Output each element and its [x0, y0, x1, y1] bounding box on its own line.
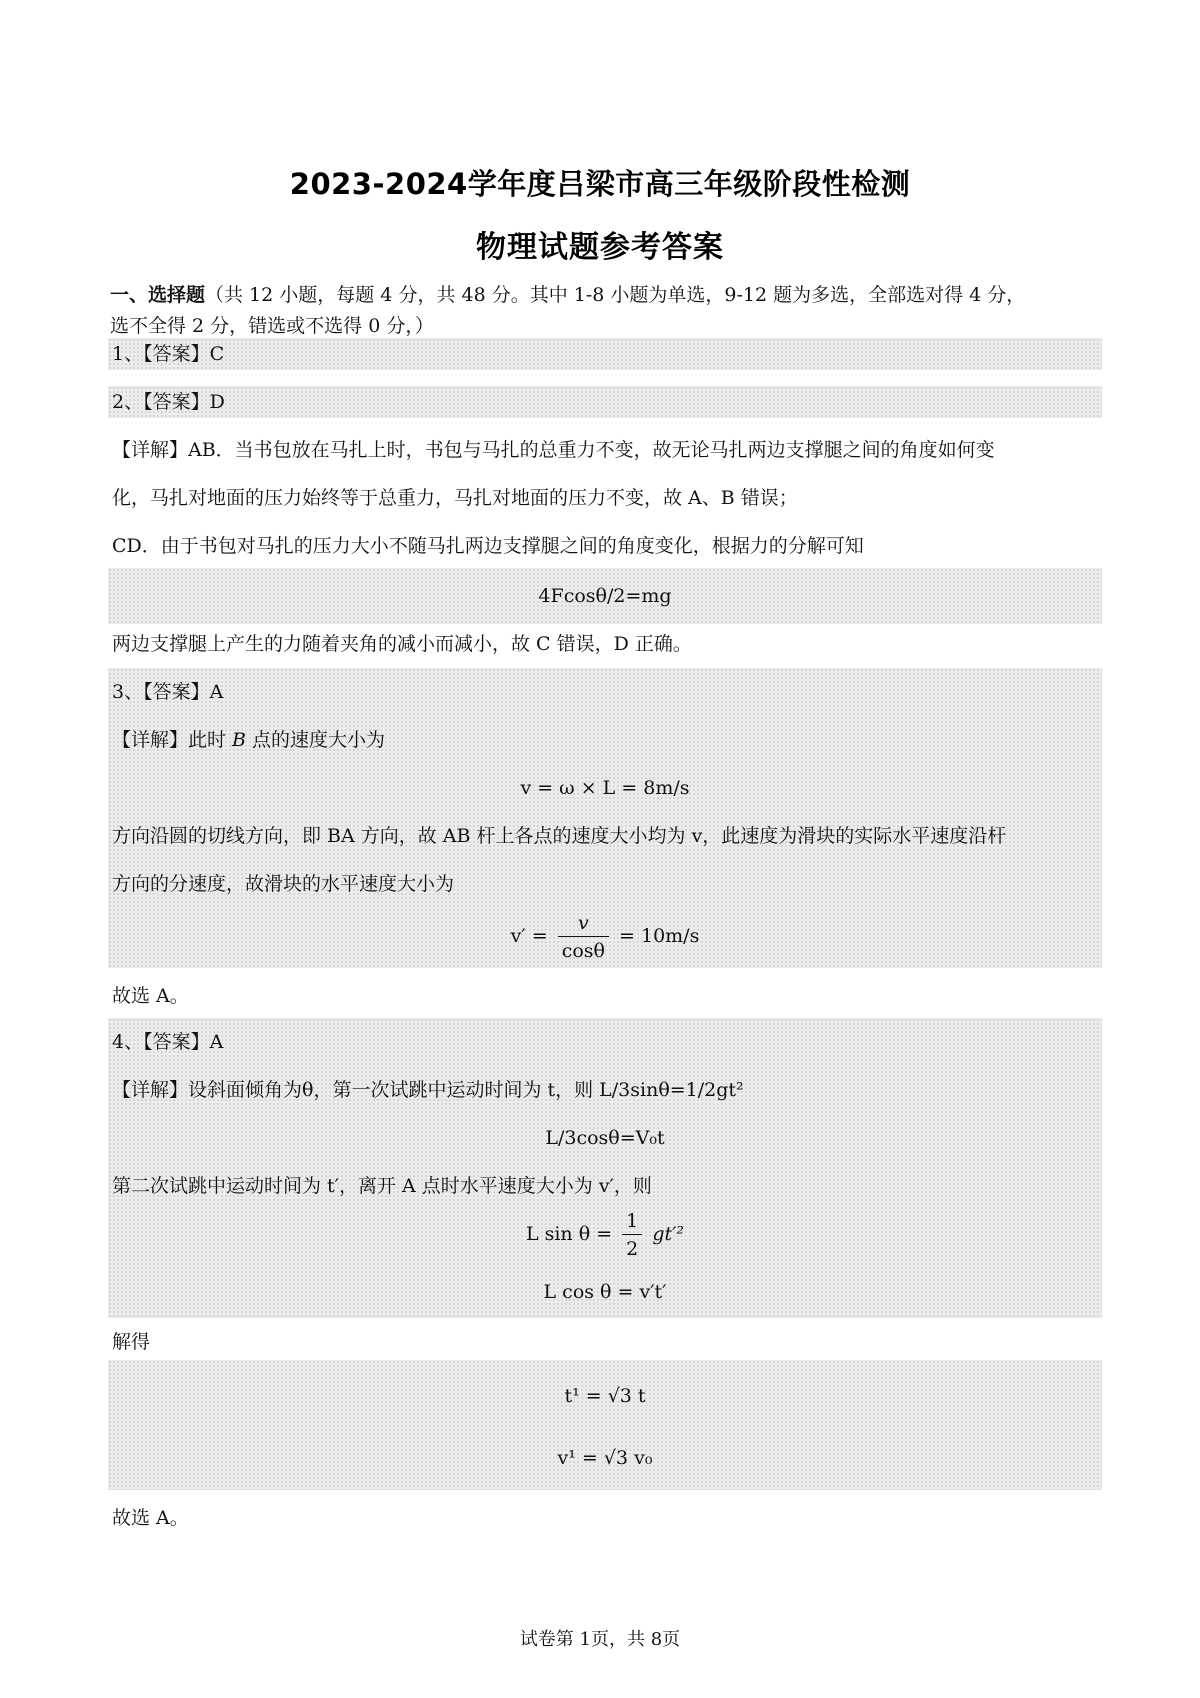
q3-formula-2-right: = 10m/s	[619, 925, 700, 947]
q4-result-2: v¹ = √3 v₀	[557, 1447, 653, 1469]
q4-formula-2-left: L sin θ =	[525, 1223, 613, 1245]
q4-formula-1: L/3cosθ=V₀t	[545, 1127, 665, 1149]
document-title: 2023-2024学年度吕梁市高三年级阶段性检测	[289, 167, 911, 201]
q3-conclusion: 故选 A。	[112, 985, 189, 1007]
answer-q3: 3、【答案】A	[112, 681, 224, 703]
q3-detail-1-post: 点的速度大小为	[246, 729, 386, 751]
document-subtitle: 物理试题参考答案	[476, 230, 724, 265]
q4-detail-1: 【详解】设斜面倾角为θ，第一次试跳中运动时间为 t，则 L/3sinθ=1/2gt²	[112, 1079, 744, 1101]
page-footer: 试卷第 1页，共 8页	[519, 1629, 681, 1650]
q2-detail-1: 【详解】AB．当书包放在马扎上时，书包与马扎的总重力不变，故无论马扎两边支撑腿之间的角度如何变	[112, 439, 995, 461]
section-desc-line2: 选不全得 2 分，错选或不选得 0 分，）	[110, 315, 434, 337]
q4-formula-3: L cos θ = v′t′	[543, 1281, 667, 1303]
q4-conclusion: 故选 A。	[112, 1507, 189, 1529]
section-desc-line1: （共 12 小题，每题 4 分，共 48 分。其中 1-8 小题为单选，9-12 题为多选，全部选对得 4 分，	[205, 284, 1026, 306]
answer-q4: 4、【答案】A	[112, 1031, 224, 1053]
q3-detail-1-var: B	[232, 729, 247, 751]
q3-formula-2	[108, 908, 1102, 965]
q3-detail-1-pre: 【详解】此时	[112, 729, 233, 751]
q4-fraction	[622, 1208, 642, 1263]
q3-detail-1	[112, 726, 1102, 754]
q4-solve: 解得	[112, 1331, 151, 1353]
q2-formula: 4Fcosθ/2=mg	[538, 585, 672, 607]
q4-detail-2: 第二次试跳中运动时间为 t′，离开 A 点时水平速度大小为 v′，则	[112, 1175, 652, 1197]
shade-q4	[108, 1018, 1102, 1318]
answer-q1: 1、【答案】C	[112, 343, 225, 365]
section-heading	[110, 280, 1100, 342]
q2-detail-4: 两边支撑腿上产生的力随着夹角的减小而减小，故 C 错误，D 正确。	[112, 633, 692, 655]
q3-detail-2: 方向沿圆的切线方向，即 BA 方向，故 AB 杆上各点的速度大小均为 v，此速度为滑块的实际水平速度沿杆	[112, 825, 1007, 847]
q4-fraction-num: 1	[622, 1208, 642, 1235]
q3-formula-2-left: v′ =	[510, 925, 548, 947]
q4-result-1: t¹ = √3 t	[564, 1385, 646, 1407]
q4-formula-2	[108, 1206, 1102, 1263]
section-title: 一、选择题	[110, 284, 206, 306]
q2-detail-3: CD．由于书包对马扎的压力大小不随马扎两边支撑腿之间的角度变化，根据力的分解可知	[112, 535, 864, 557]
answer-q2: 2、【答案】D	[112, 391, 225, 413]
q3-fraction	[558, 910, 609, 965]
q3-fraction-den: cosθ	[561, 939, 605, 962]
q3-detail-3: 方向的分速度，故滑块的水平速度大小为	[112, 873, 455, 895]
q2-detail-2: 化，马扎对地面的压力始终等于总重力，马扎对地面的压力不变，故 A、B 错误；	[112, 487, 798, 509]
q3-formula-1: v = ω × L = 8m/s	[520, 777, 690, 799]
q3-fraction-num: v	[558, 910, 609, 937]
q4-formula-2-right: gt′²	[652, 1223, 685, 1245]
q4-fraction-den: 2	[626, 1237, 639, 1260]
